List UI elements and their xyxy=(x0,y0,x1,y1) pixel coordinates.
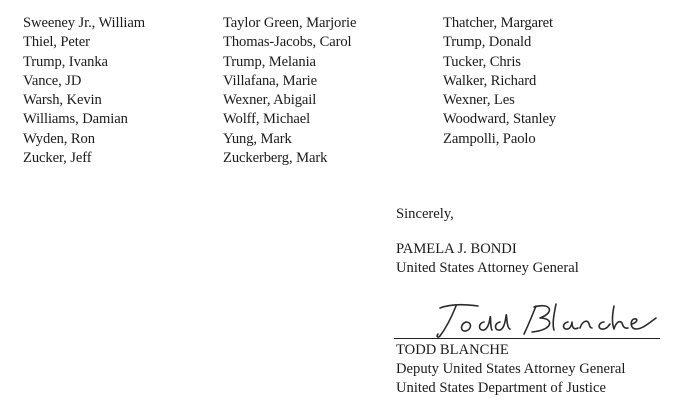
name-entry: Thiel, Peter xyxy=(23,34,90,51)
names-column-3 xyxy=(443,14,556,149)
name-entry: Villafana, Marie xyxy=(223,72,317,89)
names-column-2 xyxy=(223,14,356,168)
salutation: Sincerely, xyxy=(396,206,454,222)
name-entry: Wexner, Abigail xyxy=(223,92,317,109)
name-entry: Yung, Mark xyxy=(223,130,292,147)
name-entry: Zampolli, Paolo xyxy=(443,130,536,147)
deputy-name: TODD BLANCHE xyxy=(396,342,509,358)
name-entry: Williams, Damian xyxy=(23,111,128,128)
name-entry: Wyden, Ron xyxy=(23,130,95,147)
name-entry: Tucker, Chris xyxy=(443,53,521,70)
name-entry: Vance, JD xyxy=(23,72,82,89)
name-entry: Trump, Donald xyxy=(443,34,532,51)
name-entry: Sweeney Jr., William xyxy=(23,15,145,31)
deputy-block xyxy=(396,341,625,398)
names-column-1 xyxy=(23,14,145,168)
name-entry: Taylor Green, Marjorie xyxy=(223,15,357,31)
signer-name: PAMELA J. BONDI xyxy=(396,241,517,257)
name-entry: Trump, Ivanka xyxy=(23,53,108,70)
deputy-department: United States Department of Justice xyxy=(396,380,606,396)
name-entry: Zuckerberg, Mark xyxy=(223,150,328,167)
name-entry: Wolff, Michael xyxy=(223,111,311,128)
name-entry: Wexner, Les xyxy=(443,92,515,109)
closing-block xyxy=(396,205,579,278)
name-entry: Zucker, Jeff xyxy=(23,150,92,167)
spacer xyxy=(396,224,579,240)
name-entry: Thomas-Jacobs, Carol xyxy=(223,34,352,51)
name-entry: Thatcher, Margaret xyxy=(443,15,553,31)
name-entry: Walker, Richard xyxy=(443,72,537,89)
handwritten-signature xyxy=(394,298,664,342)
name-entry: Woodward, Stanley xyxy=(443,111,557,128)
deputy-title: Deputy United States Attorney General xyxy=(396,361,626,377)
name-entry: Trump, Melania xyxy=(223,53,316,70)
signature-block xyxy=(394,298,664,342)
signature-line xyxy=(394,338,660,339)
signer-title: United States Attorney General xyxy=(396,260,579,276)
name-entry: Warsh, Kevin xyxy=(23,92,102,109)
